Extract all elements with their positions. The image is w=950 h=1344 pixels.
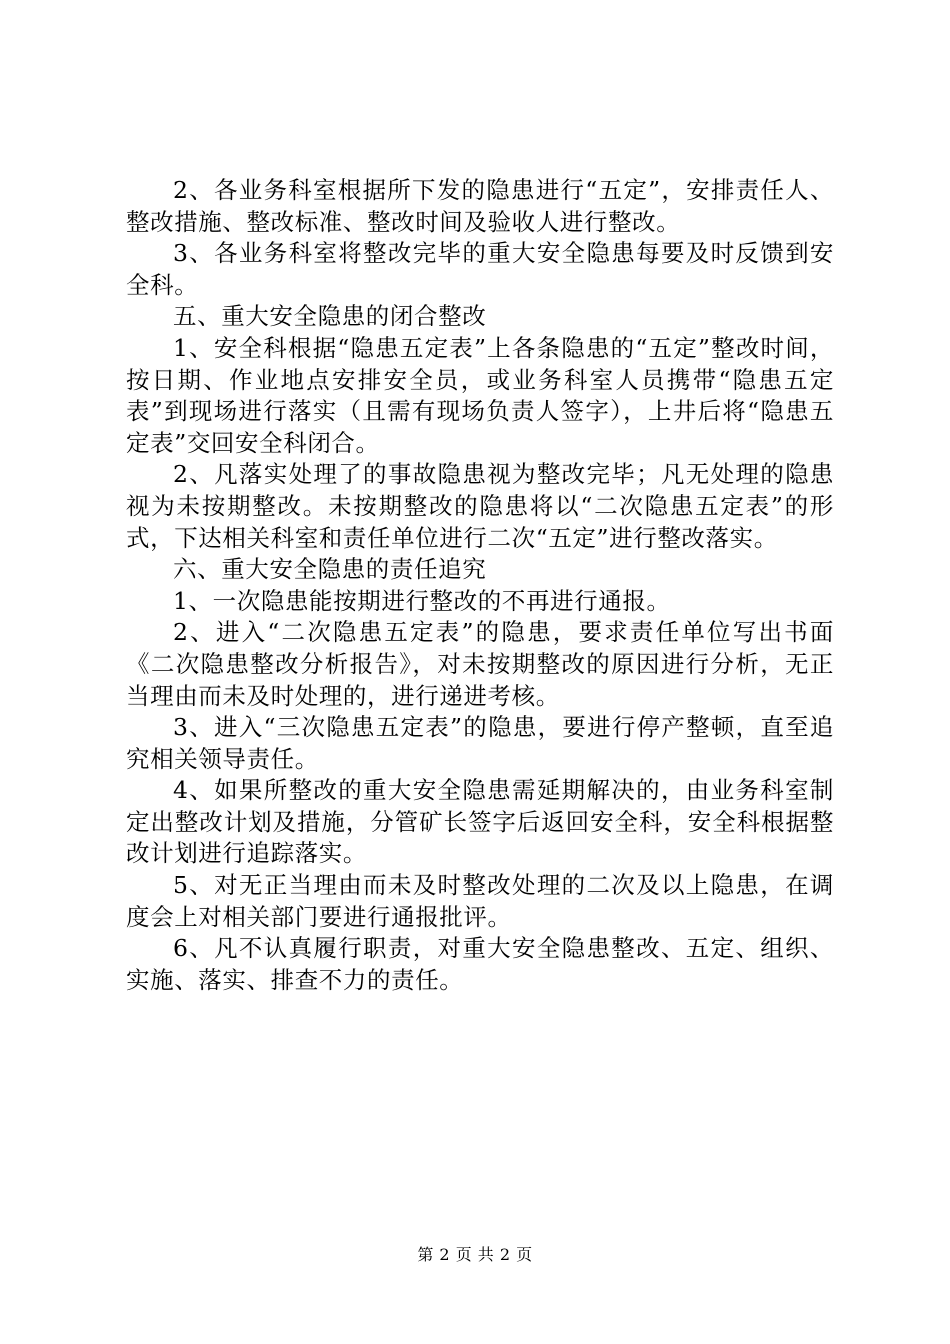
- paragraph-item-6-3: 3、进入“三次隐患五定表”的隐患，要进行停产整顿，直至追究相关领导责任。: [126, 713, 834, 773]
- section-heading-6: 六、重大安全隐患的责任追究: [173, 555, 487, 584]
- paragraph-item-6-5: 5、对无正当理由而未及时整改处理的二次及以上隐患，在调度会上对相关部门要进行通报批评。: [126, 871, 834, 931]
- document-body: [126, 175, 834, 996]
- paragraph-item-5-1: 1、安全科根据“隐患五定表”上各条隐患的“五定”整改时间，按日期、作业地点安排安全员，或业务科室人员携带“隐患五定表”到现场进行落实（且需有现场负责人签字），上井后将“隐患五定表”交回安全科闭合。: [126, 333, 834, 457]
- paragraph-item-3: 3、各业务科室将整改完毕的重大安全隐患每要及时反馈到安全科。: [126, 239, 834, 299]
- paragraph-item-5-2: 2、凡落实处理了的事故隐患视为整改完毕；凡无处理的隐患视为未按期整改。未按期整改的隐患将以“二次隐患五定表”的形式，下达相关科室和责任单位进行二次“五定”进行整改落实。: [126, 460, 834, 552]
- paragraph-item-6-1: 1、一次隐患能按期进行整改的不再进行通报。: [173, 586, 671, 615]
- section-heading-5: 五、重大安全隐患的闭合整改: [173, 302, 487, 331]
- paragraph-item-6-2: 2、进入“二次隐患五定表”的隐患，要求责任单位写出书面《二次隐患整改分析报告》，对未按期整改的原因进行分析，无正当理由而未及时处理的，进行递进考核。: [126, 618, 834, 710]
- paragraph-item-6-4: 4、如果所整改的重大安全隐患需延期解决的，由业务科室制定出整改计划及措施，分管矿长签字后返回安全科，安全科根据整改计划进行追踪落实。: [126, 776, 834, 868]
- paragraph-item-6-6: 6、凡不认真履行职责，对重大安全隐患整改、五定、组织、实施、落实、排查不力的责任。: [126, 934, 834, 994]
- paragraph-item-2: 2、各业务科室根据所下发的隐患进行“五定”，安排责任人、整改措施、整改标准、整改时间及验收人进行整改。: [126, 176, 834, 236]
- page-footer: 第 2 页 共 2 页: [417, 1245, 533, 1264]
